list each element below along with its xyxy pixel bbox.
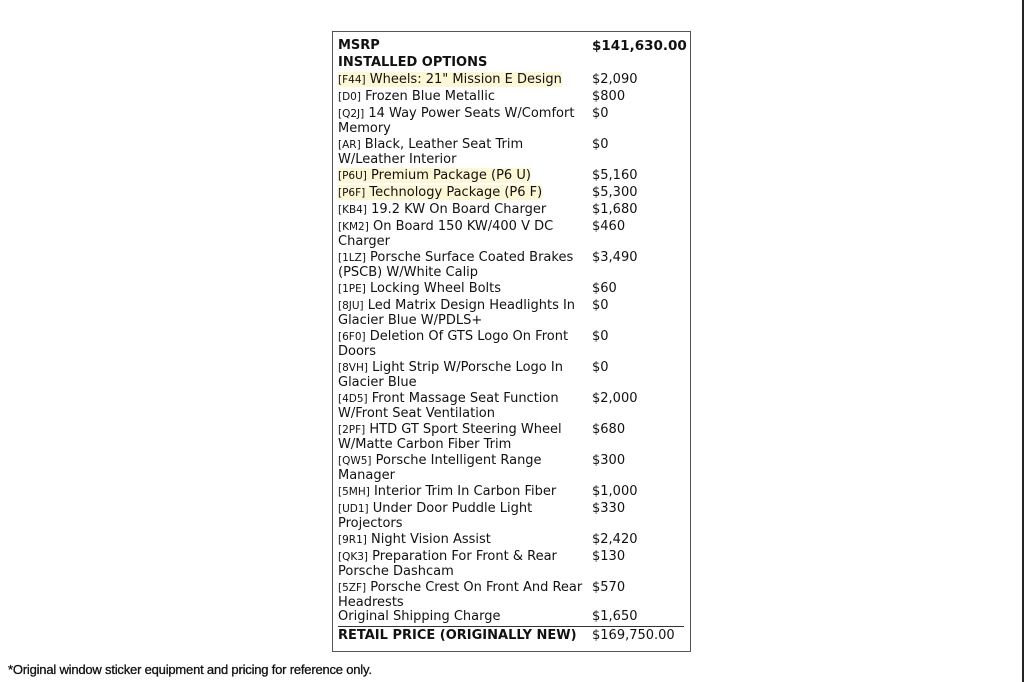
option-price: $3,490 — [592, 250, 638, 265]
option-label: Technology Package (P6 F) — [365, 185, 543, 200]
option-text — [338, 281, 501, 296]
option-price: $330 — [592, 501, 626, 516]
option-label: Led Matrix Design Headlights In Glacier Blue W/PDLS+ — [338, 298, 576, 328]
option-label: Deletion Of GTS Logo On Front Doors — [338, 329, 569, 359]
option-code: [Q2J] — [338, 108, 365, 120]
option-text — [338, 185, 542, 200]
option-label: Wheels: 21" Mission E Design — [365, 72, 562, 87]
option-price: $2,000 — [592, 391, 638, 406]
option-code: [8JU] — [338, 300, 364, 312]
option-description — [338, 186, 586, 201]
msrp-value: $141,630.00 — [592, 38, 687, 54]
option-label: Light Strip W/Porsche Logo In Glacier Blue — [338, 360, 563, 390]
option-description — [338, 423, 586, 452]
option-price: $0 — [592, 137, 609, 152]
option-text — [338, 137, 523, 167]
option-description — [338, 502, 586, 531]
option-code: [AR] — [338, 139, 361, 151]
option-description — [338, 282, 586, 297]
disclaimer-footnote: *Original window sticker equipment and pricing for reference only. — [8, 662, 372, 677]
option-label: Porsche Crest On Front And Rear Headrests — [338, 580, 583, 610]
option-text — [338, 89, 495, 104]
option-code: [UD1] — [338, 503, 369, 515]
shipping-label: Original Shipping Charge — [338, 609, 501, 624]
option-text — [338, 580, 582, 610]
option-price: $0 — [592, 360, 609, 375]
option-text — [338, 202, 546, 217]
option-text — [338, 329, 568, 359]
total-divider — [338, 626, 684, 627]
shipping-value: $1,650 — [592, 609, 638, 624]
option-price: $460 — [592, 219, 626, 234]
option-price: $570 — [592, 580, 626, 595]
option-description — [338, 169, 586, 184]
option-code: [P6U] — [338, 170, 367, 182]
option-code: [9R1] — [338, 534, 367, 546]
option-description — [338, 299, 586, 328]
option-price: $680 — [592, 422, 626, 437]
option-code: [KM2] — [338, 221, 369, 233]
option-label: Front Massage Seat Function W/Front Seat Ventilation — [338, 391, 559, 421]
option-code: [2PF] — [338, 424, 366, 436]
retail-label: RETAIL PRICE (ORIGINALLY NEW) — [338, 628, 577, 643]
option-text — [338, 532, 491, 547]
option-label: Locking Wheel Bolts — [365, 281, 502, 296]
msrp-label: MSRP — [338, 38, 380, 53]
option-label: On Board 150 KW/400 V DC Charger — [338, 219, 554, 249]
option-price: $5,300 — [592, 185, 638, 200]
option-label: Premium Package (P6 U) — [366, 168, 531, 183]
option-text — [338, 453, 542, 483]
option-code: [1PE] — [338, 283, 366, 295]
option-code: [D0] — [338, 91, 361, 103]
options-heading: INSTALLED OPTIONS — [338, 55, 488, 70]
option-text — [338, 106, 574, 136]
option-label: Preparation For Front & Rear Porsche Dashcam — [338, 549, 557, 579]
option-label: Porsche Intelligent Range Manager — [338, 453, 542, 483]
option-price: $0 — [592, 298, 609, 313]
option-description — [338, 330, 586, 359]
option-text — [338, 298, 575, 328]
option-code: [QW5] — [338, 455, 372, 467]
option-price: $2,420 — [592, 532, 638, 547]
option-description — [338, 533, 586, 548]
option-code: [QK3] — [338, 551, 369, 563]
option-price: $60 — [592, 281, 617, 296]
option-text — [338, 168, 531, 183]
option-description — [338, 361, 586, 390]
option-description — [338, 203, 586, 218]
option-description — [338, 485, 586, 500]
option-label: Black, Leather Seat Trim W/Leather Interior — [338, 137, 524, 167]
option-description — [338, 73, 586, 88]
option-text — [338, 501, 532, 531]
option-code: [6F0] — [338, 331, 366, 343]
option-price: $130 — [592, 549, 626, 564]
option-price: $1,000 — [592, 484, 638, 499]
option-label: Frozen Blue Metallic — [360, 89, 495, 104]
option-description — [338, 550, 586, 579]
option-text — [338, 72, 562, 87]
option-text — [338, 250, 573, 280]
option-description — [338, 454, 586, 483]
option-description — [338, 251, 586, 280]
option-code: [F44] — [338, 74, 366, 86]
option-label: HTD GT Sport Steering Wheel W/Matte Carbon Fiber Trim — [338, 422, 562, 452]
option-label: Under Door Puddle Light Projectors — [338, 501, 533, 531]
option-code: [5MH] — [338, 486, 370, 498]
option-text — [338, 391, 559, 421]
option-label: 14 Way Power Seats W/Comfort Memory — [338, 106, 575, 136]
option-text — [338, 484, 556, 499]
option-code: [5ZF] — [338, 582, 367, 594]
option-text — [338, 360, 563, 390]
option-description — [338, 581, 586, 610]
option-price: $800 — [592, 89, 626, 104]
option-description — [338, 220, 586, 249]
option-code: [1LZ] — [338, 252, 366, 264]
option-text — [338, 549, 557, 579]
option-price: $0 — [592, 106, 609, 121]
option-price: $5,160 — [592, 168, 638, 183]
option-code: [8VH] — [338, 362, 368, 374]
option-price: $300 — [592, 453, 626, 468]
option-price: $2,090 — [592, 72, 638, 87]
option-code: [P6F] — [338, 187, 366, 199]
option-text — [338, 422, 562, 452]
window-sticker — [332, 31, 691, 652]
option-label: 19.2 KW On Board Charger — [366, 202, 547, 217]
option-description — [338, 392, 586, 421]
option-description — [338, 138, 586, 167]
option-text — [338, 219, 553, 249]
option-label: Porsche Surface Coated Brakes (PSCB) W/White Calip — [338, 250, 574, 280]
option-label: Night Vision Assist — [366, 532, 491, 547]
retail-value: $169,750.00 — [592, 628, 675, 643]
option-price: $1,680 — [592, 202, 638, 217]
option-price: $0 — [592, 329, 609, 344]
option-description — [338, 90, 586, 105]
option-code: [KB4] — [338, 204, 367, 216]
option-code: [4D5] — [338, 393, 368, 405]
option-description — [338, 107, 586, 136]
option-label: Interior Trim In Carbon Fiber — [369, 484, 557, 499]
